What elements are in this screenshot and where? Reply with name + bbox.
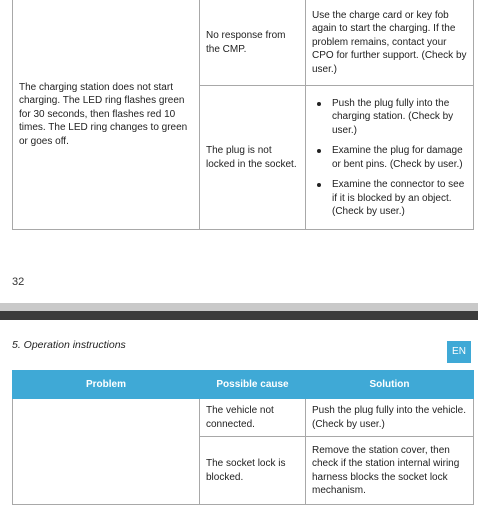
column-header-solution: Solution [306,371,474,399]
list-item: Push the plug fully into the charging station. (Check by user.) [312,97,467,138]
language-badge: EN [447,341,471,363]
section-title: 5. Operation instructions [12,339,126,351]
solution-cell [306,86,474,230]
table-row [13,399,474,437]
solution-list [312,97,467,219]
problem-cell: The charging station does not start charging. The LED ring flashes green for 30 seconds, then flashes red 10 times. The LED ring changes to green or goes off. [13,0,200,230]
table-row [13,0,474,86]
solution-cell: Remove the station cover, then check if the station internal wiring harness blocks the socket lock mechanism. [306,437,474,505]
solution-cell: Use the charge card or key fob again to start the charging. If the problem remains, contact your CPO for further support. (Check by user.) [306,0,474,86]
column-header-cause: Possible cause [200,371,306,399]
list-item: Examine the connector to see if it is blocked by an object. (Check by user.) [312,178,467,219]
list-item: Examine the plug for damage or bent pins. (Check by user.) [312,144,467,171]
troubleshooting-table [12,370,474,505]
solution-cell: Push the plug fully into the vehicle. (Check by user.) [306,399,474,437]
cause-cell: The plug is not locked in the socket. [200,86,306,230]
page-header-bar [0,311,478,320]
page-number: 32 [12,276,25,288]
troubleshooting-table-continued [12,0,474,230]
cause-cell: The socket lock is blocked. [200,437,306,505]
cause-cell: The vehicle not connected. [200,399,306,437]
page-separator [0,303,478,311]
table-header-row [13,371,474,399]
column-header-problem: Problem [13,371,200,399]
cause-cell: No response from the CMP. [200,0,306,86]
problem-cell [13,399,200,505]
